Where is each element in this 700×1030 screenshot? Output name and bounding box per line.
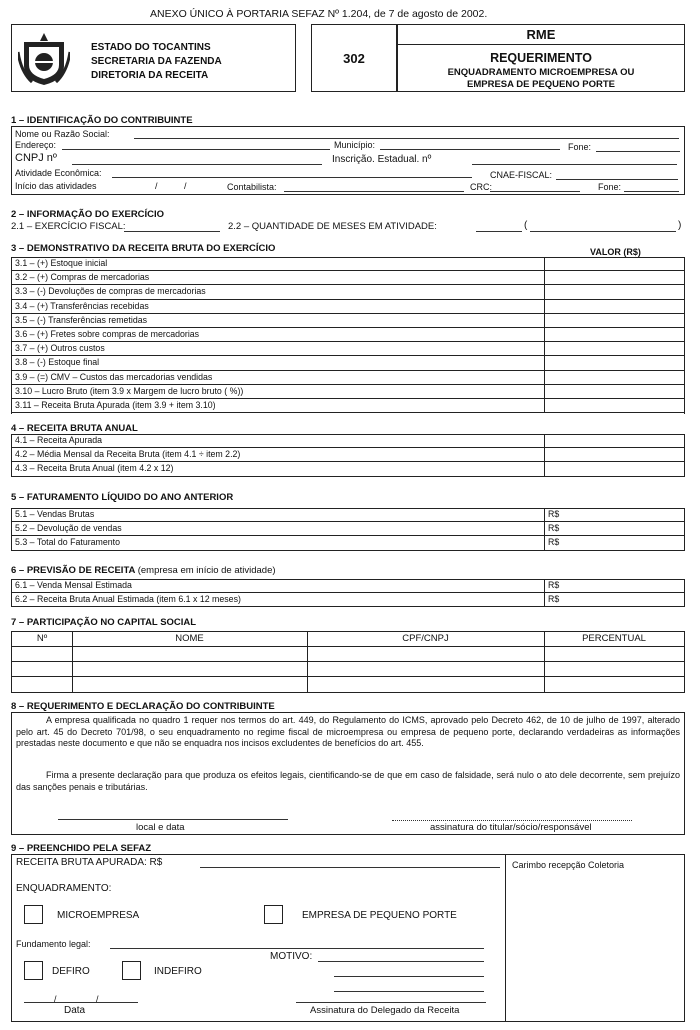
value-cell[interactable]	[544, 257, 545, 270]
value-column-header: VALOR (R$)	[590, 247, 641, 257]
table-row	[11, 385, 685, 399]
coat-of-arms-icon	[18, 32, 70, 86]
legal-basis-label: Fundamento legal:	[16, 939, 91, 949]
gross-revenue-field[interactable]	[200, 867, 500, 868]
approve-label: DEFIRO	[52, 966, 90, 977]
row-label: 3.5 – (-) Transferências remetidas	[15, 314, 148, 325]
address-label: Endereço:	[15, 140, 57, 150]
declaration-paragraph-2: Firma a presente declaração para que produza os efeitos legais, cientificando-se de que em caso de falsidade, será nulo o ato dele decorrente, sem prejuízo das sanções penais e tributárias.	[16, 770, 680, 792]
value-cell[interactable]	[544, 448, 545, 461]
fiscal-year-field[interactable]	[124, 231, 220, 232]
section-1-box	[11, 126, 685, 195]
row-label: 4.2 – Média Mensal da Receita Bruta (item 4.1 ÷ item 2.2)	[15, 449, 241, 460]
state-registration-field[interactable]	[472, 164, 677, 165]
section-7-title: 7 – PARTICIPAÇÃO NO CAPITAL SOCIAL	[11, 617, 197, 628]
table-row	[11, 285, 685, 299]
cnpj-field[interactable]	[72, 164, 322, 165]
date-separator: /	[54, 994, 57, 1004]
section-4-title: 4 – RECEITA BRUTA ANUAL	[11, 423, 138, 434]
form-acronym: RME	[526, 27, 556, 42]
months-active-label: 2.2 – QUANTIDADE DE MESES EM ATIVIDADE:	[228, 221, 437, 232]
row-label: 5.3 – Total do Faturamento	[15, 537, 120, 548]
date-separator: /	[155, 181, 158, 191]
section-6-title-note: (empresa em início de atividade)	[137, 565, 276, 576]
phone-field[interactable]	[596, 151, 680, 152]
table-row	[11, 356, 685, 370]
value-cell[interactable]	[544, 579, 545, 592]
value-cell[interactable]	[544, 593, 545, 606]
table-row	[11, 300, 685, 314]
value-cell[interactable]	[544, 271, 545, 284]
table-row	[11, 257, 685, 271]
row-label: 3.1 – (+) Estoque inicial	[15, 258, 108, 268]
row-label: 5.1 – Vendas Brutas	[15, 509, 95, 519]
form-code-box	[311, 24, 397, 92]
reason-field-2[interactable]	[334, 976, 484, 977]
paren-close: )	[678, 220, 682, 231]
currency-symbol: R$	[548, 523, 560, 534]
signature-field[interactable]	[392, 820, 632, 821]
row-label: 3.4 – (+) Transferências recebidas	[15, 300, 149, 311]
value-cell[interactable]	[544, 522, 545, 535]
value-cell[interactable]	[544, 508, 545, 521]
months-active-field[interactable]	[476, 231, 522, 232]
classification-label: ENQUADRAMENTO:	[16, 883, 112, 894]
table-row	[11, 434, 685, 448]
place-date-label: local e data	[136, 822, 185, 833]
section-6-title-text: 6 – PREVISÃO DE RECEITA	[11, 565, 136, 576]
date-separator: /	[184, 181, 187, 191]
value-cell[interactable]	[544, 385, 545, 398]
currency-symbol: R$	[548, 509, 560, 519]
activity-label: Atividade Econômica:	[15, 168, 102, 178]
sefaz-box	[11, 854, 685, 1022]
value-cell[interactable]	[544, 300, 545, 313]
col-name: NOME	[175, 633, 204, 644]
name-label: Nome ou Razão Social:	[15, 129, 110, 139]
epp-label: EMPRESA DE PEQUENO PORTE	[302, 910, 457, 921]
accountant-phone-field[interactable]	[624, 191, 679, 192]
declaration-box	[11, 712, 685, 835]
table-row	[11, 522, 685, 536]
form-code: 302	[343, 51, 365, 66]
row-label: 4.3 – Receita Bruta Anual (item 4.2 x 12)	[15, 463, 174, 474]
value-cell[interactable]	[544, 328, 545, 341]
cnae-field[interactable]	[556, 179, 678, 180]
table-row	[11, 399, 685, 413]
row-label: 5.2 – Devolução de vendas	[15, 523, 122, 534]
col-number: Nº	[36, 633, 48, 644]
paren-open: (	[524, 220, 528, 231]
state-registration-label: Inscrição. Estadual. nº	[332, 154, 432, 165]
date-separator: /	[96, 994, 99, 1004]
row-label: 3.11 – Receita Bruta Apurada (item 3.9 + item 3.10)	[15, 400, 216, 410]
row-label: 3.8 – (-) Estoque final	[15, 357, 100, 368]
agency-box	[11, 24, 296, 92]
phone-label: Fone:	[568, 142, 592, 152]
table-row	[11, 314, 685, 328]
table-row	[11, 342, 685, 356]
cnae-label: CNAE-FISCAL:	[490, 170, 553, 180]
activity-field[interactable]	[112, 177, 472, 178]
deny-label: INDEFIRO	[154, 966, 202, 977]
epp-checkbox[interactable]	[264, 905, 283, 924]
reason-field-3[interactable]	[334, 991, 484, 992]
row-label: 3.3 – (-) Devoluções de compras de mercadorias	[15, 286, 206, 297]
value-cell[interactable]	[544, 285, 545, 298]
currency-symbol: R$	[548, 580, 560, 590]
months-active-words-field[interactable]	[530, 231, 676, 232]
reason-label: MOTIVO:	[270, 951, 313, 962]
deny-checkbox[interactable]	[122, 961, 141, 980]
cnpj-label: CNPJ nº	[15, 152, 57, 164]
table-row	[11, 593, 685, 607]
form-title-box	[397, 24, 685, 92]
section-8-title: 8 – REQUERIMENTO E DECLARAÇÃO DO CONTRIBUINTE	[11, 701, 275, 712]
stamp-area-label: Carimbo recepção Coletoria	[512, 860, 625, 870]
col-percentual: PERCENTUAL	[582, 633, 646, 644]
municipality-label: Município:	[334, 140, 376, 150]
value-cell[interactable]	[544, 314, 545, 327]
reason-field-1[interactable]	[318, 961, 484, 962]
approve-checkbox[interactable]	[24, 961, 43, 980]
gross-revenue-label: RECEITA BRUTA APURADA: R$	[16, 857, 163, 868]
name-field[interactable]	[134, 138, 679, 139]
section-9-title: 9 – PREENCHIDO PELA SEFAZ	[11, 843, 152, 854]
table-row	[11, 536, 685, 550]
section-1-title: 1 – IDENTIFICAÇÃO DO CONTRIBUINTE	[11, 115, 193, 126]
form-title: REQUERIMENTO	[490, 51, 592, 65]
row-label: 6.2 – Receita Bruta Anual Estimada (item 6.1 x 12 meses)	[15, 594, 241, 605]
table-row	[11, 371, 685, 385]
value-cell[interactable]	[544, 536, 545, 549]
legal-basis-field[interactable]	[110, 948, 484, 949]
address-field[interactable]	[62, 149, 330, 150]
accountant-phone-label: Fone:	[598, 182, 622, 192]
place-date-field[interactable]	[58, 819, 288, 820]
secretariat-name: SECRETARIA DA FAZENDA	[91, 56, 222, 67]
value-cell[interactable]	[544, 342, 545, 355]
municipality-field[interactable]	[380, 149, 560, 150]
capital-table	[11, 631, 685, 693]
decision-date-field[interactable]	[24, 1002, 138, 1003]
table-row	[11, 448, 685, 462]
section-2-title: 2 – INFORMAÇÃO DO EXERCÍCIO	[11, 209, 165, 220]
accountant-field[interactable]	[284, 191, 464, 192]
row-label: 3.10 – Lucro Bruto (item 3.9 x Margem de lucro bruto ( %))	[15, 385, 244, 396]
section-6-title	[11, 565, 276, 576]
table-row	[11, 462, 685, 476]
state-name: ESTADO DO TOCANTINS	[91, 42, 211, 53]
section-5-title: 5 – FATURAMENTO LÍQUIDO DO ANO ANTERIOR	[11, 492, 234, 503]
value-cell[interactable]	[544, 434, 545, 447]
microempresa-label: MICROEMPRESA	[57, 910, 140, 921]
annex-reference: ANEXO ÚNICO À PORTARIA SEFAZ Nº 1.204, de 7 de agosto de 2002.	[150, 8, 488, 20]
row-label: 3.7 – (+) Outros custos	[15, 343, 105, 354]
decision-date-label: Data	[64, 1005, 86, 1016]
delegate-signature-field[interactable]	[296, 1002, 486, 1003]
col-cpf-cnpj: CPF/CNPJ	[402, 633, 449, 644]
row-label: 6.1 – Venda Mensal Estimada	[15, 580, 132, 590]
declaration-paragraph-1: A empresa qualificada no quadro 1 requer nos termos do art. 449, do Regulamento do ICMS, aprovado pelo Decreto 462, de 10 de julho de 1997, alterado pelo art. 45 do Decreto 701/98, o seu enquadramento no regime fiscal de microempresa ou empresa de pequeno porte, declarando verdadeiras as informações prestadas neste documento e que não se enquadra nos incisos excludentes de benefícios do art. 455.	[16, 715, 680, 748]
microempresa-checkbox[interactable]	[24, 905, 43, 924]
currency-symbol: R$	[548, 594, 560, 605]
form-subtitle-1: ENQUADRAMENTO MICROEMPRESA OU	[447, 67, 635, 78]
value-cell[interactable]	[544, 371, 545, 384]
start-date-label: Início das atividades	[15, 181, 97, 191]
table-row	[11, 579, 685, 593]
signature-label: assinatura do titular/sócio/responsável	[430, 822, 592, 833]
row-label: 3.6 – (+) Fretes sobre compras de mercadorias	[15, 329, 200, 339]
table-row	[11, 508, 685, 522]
row-label: 3.9 – (=) CMV – Custos das mercadorias vendidas	[15, 371, 213, 382]
section-3-title: 3 – DEMONSTRATIVO DA RECEITA BRUTA DO EXERCÍCIO	[11, 243, 276, 254]
currency-symbol: R$	[548, 537, 560, 548]
fiscal-year-label: 2.1 – EXERCÍCIO FISCAL:	[11, 221, 126, 232]
row-label: 3.2 – (+) Compras de mercadorias	[15, 272, 150, 283]
delegate-signature-label: Assinatura do Delegado da Receita	[310, 1005, 460, 1016]
value-cell[interactable]	[544, 462, 545, 475]
form-subtitle-2: EMPRESA DE PEQUENO PORTE	[467, 79, 615, 90]
crc-field[interactable]	[490, 191, 580, 192]
accountant-label: Contabilista:	[227, 182, 277, 192]
table-row	[11, 328, 685, 342]
crc-label: CRC:	[470, 182, 492, 192]
value-cell[interactable]	[544, 356, 545, 369]
value-cell[interactable]	[544, 399, 545, 412]
table-row	[11, 271, 685, 285]
row-label: 4.1 – Receita Apurada	[15, 435, 103, 445]
directorate-name: DIRETORIA DA RECEITA	[91, 70, 209, 81]
